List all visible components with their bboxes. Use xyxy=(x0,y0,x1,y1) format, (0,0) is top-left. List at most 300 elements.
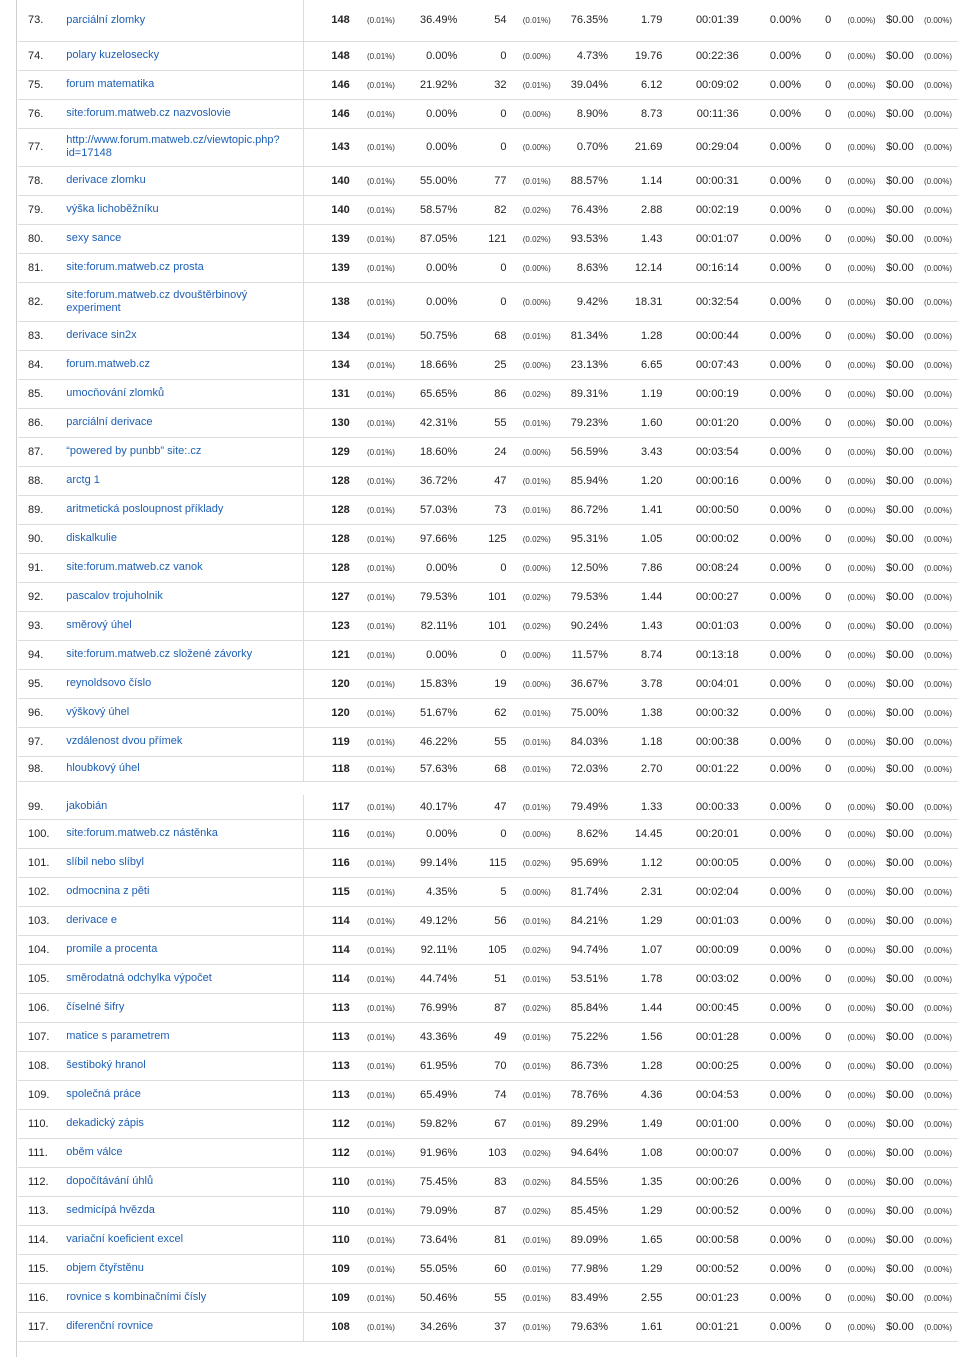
duration-value: 00:00:02 xyxy=(695,532,739,545)
keyword-link[interactable]: forum matematika xyxy=(66,78,155,90)
keyword-cell[interactable] xyxy=(66,1138,303,1167)
keyword-link[interactable]: slíbil nebo slíbyl xyxy=(66,856,144,868)
keyword-link[interactable]: forum.matweb.cz xyxy=(66,358,150,370)
keyword-link[interactable]: aritmetická posloupnost příklady xyxy=(66,503,224,515)
conv-value: 0.00% xyxy=(769,474,802,487)
visits-cell xyxy=(303,466,350,495)
bounce-cell xyxy=(551,906,608,935)
rank-label: 111. xyxy=(28,1146,48,1159)
value-pct: (0.00%) xyxy=(923,534,952,544)
pages-value: 1.29 xyxy=(640,914,663,927)
visits-pct: (0.01%) xyxy=(366,51,395,61)
keyword-link[interactable]: reynoldsovo číslo xyxy=(66,677,152,689)
keyword-link[interactable]: site:forum.matweb.cz prosta xyxy=(66,261,204,273)
rank-label: 113. xyxy=(28,1204,49,1217)
visits-cell xyxy=(303,350,350,379)
value-pct-cell xyxy=(914,611,958,640)
keyword-link[interactable]: rovnice s kombinačními čísly xyxy=(66,1291,207,1303)
visits-pct: (0.01%) xyxy=(366,1235,395,1245)
keyword-cell[interactable] xyxy=(66,848,303,877)
value-cell xyxy=(875,1167,913,1196)
new-visits-pct-cell xyxy=(507,128,551,166)
duration-cell xyxy=(662,1138,738,1167)
keyword-cell[interactable] xyxy=(66,935,303,964)
row-rank xyxy=(18,848,66,877)
keyword-link[interactable]: výška lichoběžníku xyxy=(66,203,159,215)
value-pct: (0.00%) xyxy=(923,1119,952,1129)
value-pct: (0.00%) xyxy=(923,858,952,868)
pct-new-value: 0.00% xyxy=(426,827,458,840)
conv-value: 0.00% xyxy=(769,677,802,690)
visits-value: 127 xyxy=(331,590,350,603)
keyword-cell[interactable] xyxy=(66,1167,303,1196)
visits-value: 112 xyxy=(331,1146,350,1159)
rank-label: 90. xyxy=(28,532,44,545)
keyword-cell[interactable] xyxy=(66,669,303,698)
bounce-value: 90.24% xyxy=(570,619,609,632)
keyword-link[interactable]: objem čtyřstěnu xyxy=(66,1262,144,1274)
keyword-cell[interactable] xyxy=(66,964,303,993)
keyword-cell[interactable] xyxy=(66,1196,303,1225)
row-rank xyxy=(18,1254,66,1283)
keyword-link[interactable]: pascalov trojuholnik xyxy=(66,590,163,602)
bounce-value: 77.98% xyxy=(570,1262,609,1275)
keyword-cell[interactable] xyxy=(66,640,303,669)
keyword-link[interactable]: dopočítávání úhlů xyxy=(66,1175,154,1187)
keyword-link[interactable]: hloubkový úhel xyxy=(66,762,140,774)
value-value: $0.00 xyxy=(886,619,914,632)
conv-cell xyxy=(739,350,801,379)
goals-pct-cell xyxy=(831,524,875,553)
duration-value: 00:09:02 xyxy=(695,78,739,91)
pct-new-value: 0.00% xyxy=(426,261,458,274)
keyword-cell[interactable] xyxy=(66,553,303,582)
new-visits-cell xyxy=(457,611,506,640)
keyword-cell[interactable] xyxy=(66,906,303,935)
visits-cell xyxy=(303,253,350,282)
bounce-cell xyxy=(551,1225,608,1254)
bounce-cell xyxy=(551,964,608,993)
keyword-cell[interactable] xyxy=(66,611,303,640)
goals-cell xyxy=(801,321,831,350)
new-visits-cell xyxy=(457,1196,506,1225)
keyword-cell[interactable] xyxy=(66,408,303,437)
goals-pct: (0.00%) xyxy=(847,945,876,955)
keyword-link[interactable]: site:forum.matweb.cz nástěnka xyxy=(66,827,218,839)
table-row xyxy=(18,795,958,819)
keyword-link[interactable]: derivace e xyxy=(66,914,118,926)
pages-cell xyxy=(608,964,662,993)
keyword-cell[interactable] xyxy=(66,1109,303,1138)
keyword-link[interactable]: sexy sance xyxy=(66,232,122,244)
keyword-cell[interactable] xyxy=(66,1225,303,1254)
keyword-cell[interactable] xyxy=(66,282,303,321)
goals-cell xyxy=(801,611,831,640)
value-pct-cell xyxy=(914,640,958,669)
keyword-link[interactable]: “powered by punbb” site:.cz xyxy=(66,445,202,457)
keyword-link[interactable]: polary kuzelosecky xyxy=(66,49,160,61)
duration-cell xyxy=(662,935,738,964)
keyword-cell[interactable] xyxy=(66,993,303,1022)
pages-value: 4.36 xyxy=(640,1088,663,1101)
keyword-cell[interactable] xyxy=(66,350,303,379)
goals-value: 0 xyxy=(825,1291,832,1304)
conv-value: 0.00% xyxy=(769,648,802,661)
keyword-link[interactable]: výškový úhel xyxy=(66,706,130,718)
keyword-link[interactable]: site:forum.matweb.cz nazvoslovie xyxy=(66,107,231,119)
keyword-link[interactable]: vzdálenost dvou přímek xyxy=(66,735,183,747)
value-value: $0.00 xyxy=(886,1001,914,1014)
keyword-cell[interactable] xyxy=(66,582,303,611)
goals-value: 0 xyxy=(825,78,832,91)
pages-value: 1.65 xyxy=(640,1233,663,1246)
pages-value: 1.44 xyxy=(640,1001,663,1014)
keyword-link[interactable]: směrodatná odchylka výpočet xyxy=(66,972,212,984)
value-pct-cell xyxy=(914,698,958,727)
keyword-cell[interactable] xyxy=(66,1051,303,1080)
duration-value: 00:20:01 xyxy=(695,827,739,840)
keyword-cell[interactable] xyxy=(66,437,303,466)
visits-cell xyxy=(303,70,350,99)
duration-cell xyxy=(662,466,738,495)
row-rank xyxy=(18,1312,66,1341)
table-row xyxy=(18,756,958,781)
value-cell xyxy=(875,253,913,282)
visits-pct: (0.01%) xyxy=(366,650,395,660)
value-pct: (0.00%) xyxy=(923,737,952,747)
keyword-cell[interactable] xyxy=(66,41,303,70)
visits-value: 134 xyxy=(331,358,350,371)
value-pct-cell xyxy=(914,224,958,253)
pct-new-cell xyxy=(395,41,457,70)
conv-value: 0.00% xyxy=(769,1233,802,1246)
keyword-link[interactable]: oběm válce xyxy=(66,1146,123,1158)
keyword-cell[interactable] xyxy=(66,195,303,224)
visits-cell xyxy=(303,379,350,408)
visits-pct: (0.01%) xyxy=(366,534,395,544)
duration-value: 00:00:38 xyxy=(695,735,739,748)
new-visits-pct-cell xyxy=(507,321,551,350)
visits-pct: (0.01%) xyxy=(366,418,395,428)
keyword-link[interactable]: http://www.forum.matweb.cz/viewtopic.php? id=17148 xyxy=(66,134,280,159)
pages-cell xyxy=(608,553,662,582)
duration-cell xyxy=(662,553,738,582)
keyword-cell[interactable] xyxy=(66,877,303,906)
keyword-link[interactable]: diferenční rovnice xyxy=(66,1320,154,1332)
value-value: $0.00 xyxy=(886,1320,914,1333)
value-value: $0.00 xyxy=(886,107,914,120)
conv-cell xyxy=(739,1225,801,1254)
goals-cell xyxy=(801,906,831,935)
rank-label: 84. xyxy=(28,358,44,371)
keyword-link[interactable]: promile a procenta xyxy=(66,943,158,955)
value-cell xyxy=(875,1312,913,1341)
visits-pct: (0.01%) xyxy=(366,447,395,457)
pages-value: 2.55 xyxy=(640,1291,663,1304)
value-value: $0.00 xyxy=(886,1059,914,1072)
keyword-link[interactable]: variační koeficient excel xyxy=(66,1233,184,1245)
visits-pct: (0.01%) xyxy=(366,1090,395,1100)
keyword-cell[interactable] xyxy=(66,224,303,253)
keyword-cell[interactable] xyxy=(66,379,303,408)
pages-value: 1.61 xyxy=(640,1320,663,1333)
goals-pct: (0.00%) xyxy=(847,1177,876,1187)
new-visits-pct-cell xyxy=(507,524,551,553)
visits-cell xyxy=(303,819,350,848)
keyword-cell[interactable] xyxy=(66,1283,303,1312)
new-visits-pct: (0.02%) xyxy=(522,1177,551,1187)
spacer-cell xyxy=(18,781,958,795)
conv-value: 0.00% xyxy=(769,387,802,400)
visits-value: 120 xyxy=(331,706,350,719)
keyword-link[interactable]: jakobián xyxy=(66,800,108,813)
value-value: $0.00 xyxy=(886,14,914,27)
pages-cell xyxy=(608,877,662,906)
value-pct: (0.00%) xyxy=(923,16,952,26)
visits-value: 123 xyxy=(331,619,350,632)
visits-pct: (0.01%) xyxy=(366,1206,395,1216)
new-visits-pct-cell xyxy=(507,1109,551,1138)
keyword-link[interactable]: site:forum.matweb.cz dvouštěrbinový experiment xyxy=(66,288,248,314)
goals-cell xyxy=(801,495,831,524)
value-pct-cell xyxy=(914,321,958,350)
duration-value: 00:00:16 xyxy=(695,474,739,487)
bounce-cell xyxy=(551,379,608,408)
value-pct-cell xyxy=(914,1080,958,1109)
value-cell xyxy=(875,379,913,408)
visits-value: 148 xyxy=(331,14,350,27)
new-visits-pct: (0.01%) xyxy=(522,1119,551,1129)
visits-value: 121 xyxy=(331,648,350,661)
keyword-link[interactable]: umocňování zlomků xyxy=(66,387,165,399)
new-visits-pct-cell xyxy=(507,1167,551,1196)
rank-label: 110. xyxy=(28,1117,49,1130)
value-value: $0.00 xyxy=(886,1204,914,1217)
visits-pct: (0.01%) xyxy=(366,1293,395,1303)
goals-value: 0 xyxy=(825,1233,832,1246)
new-visits-pct: (0.02%) xyxy=(522,205,551,215)
keyword-cell[interactable] xyxy=(66,524,303,553)
conv-value: 0.00% xyxy=(769,261,802,274)
value-pct-cell xyxy=(914,495,958,524)
keyword-cell[interactable] xyxy=(66,128,303,166)
keyword-cell[interactable] xyxy=(66,253,303,282)
row-rank xyxy=(18,964,66,993)
bounce-value: 85.84% xyxy=(570,1001,609,1014)
new-visits-value: 67 xyxy=(494,1117,507,1130)
bounce-cell xyxy=(551,819,608,848)
visits-pct: (0.01%) xyxy=(366,974,395,984)
keyword-cell[interactable] xyxy=(66,1312,303,1341)
visits-pct: (0.01%) xyxy=(366,234,395,244)
pages-value: 1.14 xyxy=(640,174,663,187)
goals-pct: (0.00%) xyxy=(847,764,876,774)
value-pct: (0.00%) xyxy=(923,1206,952,1216)
keyword-link[interactable]: site:forum.matweb.cz složené závorky xyxy=(66,648,253,660)
new-visits-cell xyxy=(457,582,506,611)
row-rank xyxy=(18,935,66,964)
visits-value: 131 xyxy=(331,387,350,400)
table-row xyxy=(18,935,958,964)
bounce-value: 56.59% xyxy=(570,445,609,458)
conv-cell xyxy=(739,819,801,848)
keyword-link[interactable]: číselné šifry xyxy=(66,1001,125,1013)
visits-value: 113 xyxy=(331,1088,350,1101)
keyword-link[interactable]: parciální zlomky xyxy=(66,13,146,26)
keyword-cell[interactable] xyxy=(66,321,303,350)
goals-pct-cell xyxy=(831,848,875,877)
bounce-cell xyxy=(551,756,608,781)
goals-value: 0 xyxy=(825,107,832,120)
goals-pct: (0.00%) xyxy=(847,679,876,689)
pct-new-cell xyxy=(395,253,457,282)
keyword-link[interactable]: site:forum.matweb.cz vanok xyxy=(66,561,203,573)
keyword-cell[interactable] xyxy=(66,466,303,495)
new-visits-cell xyxy=(457,1312,506,1341)
new-visits-pct-cell xyxy=(507,935,551,964)
visits-pct: (0.01%) xyxy=(366,764,395,774)
table-row xyxy=(18,1225,958,1254)
conv-value: 0.00% xyxy=(769,1030,802,1043)
goals-cell xyxy=(801,756,831,781)
goals-cell xyxy=(801,1312,831,1341)
value-value: $0.00 xyxy=(886,677,914,690)
visits-value: 115 xyxy=(331,885,350,898)
keyword-link[interactable]: směrový úhel xyxy=(66,619,132,631)
new-visits-pct: (0.00%) xyxy=(522,143,551,152)
visits-value: 116 xyxy=(331,856,350,869)
keyword-link[interactable]: diskalkulie xyxy=(66,532,117,544)
duration-cell xyxy=(662,321,738,350)
duration-value: 00:00:27 xyxy=(695,590,739,603)
goals-value: 0 xyxy=(825,677,832,690)
pages-value: 1.28 xyxy=(640,1059,663,1072)
keyword-cell[interactable] xyxy=(66,70,303,99)
duration-value: 00:08:24 xyxy=(695,561,739,574)
visits-cell xyxy=(303,848,350,877)
keyword-link[interactable]: arctg 1 xyxy=(66,474,100,486)
new-visits-pct: (0.01%) xyxy=(522,418,551,428)
new-visits-pct: (0.01%) xyxy=(522,176,551,186)
duration-cell xyxy=(662,640,738,669)
keyword-cell[interactable] xyxy=(66,1254,303,1283)
visits-pct: (0.01%) xyxy=(366,1148,395,1158)
value-pct-cell xyxy=(914,1254,958,1283)
keyword-cell[interactable] xyxy=(66,727,303,756)
new-visits-value: 0 xyxy=(500,141,507,153)
value-pct-cell xyxy=(914,553,958,582)
visits-cell xyxy=(303,669,350,698)
keyword-cell[interactable] xyxy=(66,495,303,524)
row-rank xyxy=(18,698,66,727)
new-visits-value: 55 xyxy=(494,1291,507,1304)
new-visits-cell xyxy=(457,70,506,99)
keyword-link[interactable]: společná práce xyxy=(66,1088,141,1100)
keyword-link[interactable]: parciální derivace xyxy=(66,416,153,428)
visits-pct: (0.01%) xyxy=(366,858,395,868)
conv-value: 0.00% xyxy=(769,358,802,371)
row-rank xyxy=(18,1022,66,1051)
pct-new-cell xyxy=(395,727,457,756)
keyword-link[interactable]: derivace zlomku xyxy=(66,174,146,186)
value-pct: (0.00%) xyxy=(923,1090,952,1100)
new-visits-pct-cell xyxy=(507,877,551,906)
new-visits-pct: (0.00%) xyxy=(522,51,551,61)
conv-cell xyxy=(739,0,801,41)
visits-pct-cell xyxy=(350,819,395,848)
goals-cell xyxy=(801,1138,831,1167)
keyword-cell[interactable] xyxy=(66,756,303,781)
new-visits-pct-cell xyxy=(507,848,551,877)
value-pct-cell xyxy=(914,1167,958,1196)
visits-pct: (0.01%) xyxy=(366,80,395,90)
keyword-cell[interactable] xyxy=(66,0,303,41)
keyword-cell[interactable] xyxy=(66,99,303,128)
rank-label: 95. xyxy=(28,677,44,690)
bounce-value: 84.55% xyxy=(570,1175,609,1188)
goals-cell xyxy=(801,727,831,756)
value-pct: (0.00%) xyxy=(923,1322,952,1332)
visits-pct-cell xyxy=(350,553,395,582)
visits-pct: (0.01%) xyxy=(366,176,395,186)
pages-value: 1.19 xyxy=(640,387,663,400)
value-pct-cell xyxy=(914,41,958,70)
visits-pct-cell xyxy=(350,1109,395,1138)
pages-cell xyxy=(608,466,662,495)
keyword-cell[interactable] xyxy=(66,1080,303,1109)
goals-pct: (0.00%) xyxy=(847,1148,876,1158)
value-pct-cell xyxy=(914,819,958,848)
keyword-link[interactable]: sedmicípá hvězda xyxy=(66,1204,155,1216)
keyword-cell[interactable] xyxy=(66,819,303,848)
bounce-cell xyxy=(551,727,608,756)
new-visits-cell xyxy=(457,1109,506,1138)
bounce-value: 89.29% xyxy=(570,1117,609,1130)
pct-new-cell xyxy=(395,669,457,698)
keyword-cell[interactable] xyxy=(66,698,303,727)
duration-cell xyxy=(662,1167,738,1196)
value-value: $0.00 xyxy=(886,445,914,458)
keyword-cell[interactable] xyxy=(66,1022,303,1051)
conv-cell xyxy=(739,224,801,253)
duration-value: 00:22:36 xyxy=(695,49,739,62)
keyword-link[interactable]: dekadický zápis xyxy=(66,1117,144,1129)
keyword-cell[interactable] xyxy=(66,795,303,819)
keyword-link[interactable]: derivace sin2x xyxy=(66,329,137,341)
pages-cell xyxy=(608,698,662,727)
value-pct: (0.00%) xyxy=(923,621,952,631)
visits-pct-cell xyxy=(350,1051,395,1080)
keyword-link[interactable]: matice s parametrem xyxy=(66,1030,170,1042)
keyword-link[interactable]: šestiboký hranol xyxy=(66,1059,146,1071)
goals-cell xyxy=(801,640,831,669)
new-visits-cell xyxy=(457,1022,506,1051)
goals-pct: (0.00%) xyxy=(847,650,876,660)
visits-pct: (0.01%) xyxy=(366,1264,395,1274)
pct-new-cell xyxy=(395,1051,457,1080)
goals-pct-cell xyxy=(831,553,875,582)
pct-new-value: 43.36% xyxy=(419,1030,458,1043)
goals-pct-cell xyxy=(831,935,875,964)
new-visits-pct-cell xyxy=(507,379,551,408)
table-row xyxy=(18,321,958,350)
keyword-cell[interactable] xyxy=(66,166,303,195)
keyword-link[interactable]: odmocnina z pěti xyxy=(66,885,150,897)
value-pct-cell xyxy=(914,1051,958,1080)
visits-pct: (0.01%) xyxy=(366,592,395,602)
new-visits-value: 5 xyxy=(500,885,507,898)
new-visits-pct: (0.02%) xyxy=(522,389,551,399)
